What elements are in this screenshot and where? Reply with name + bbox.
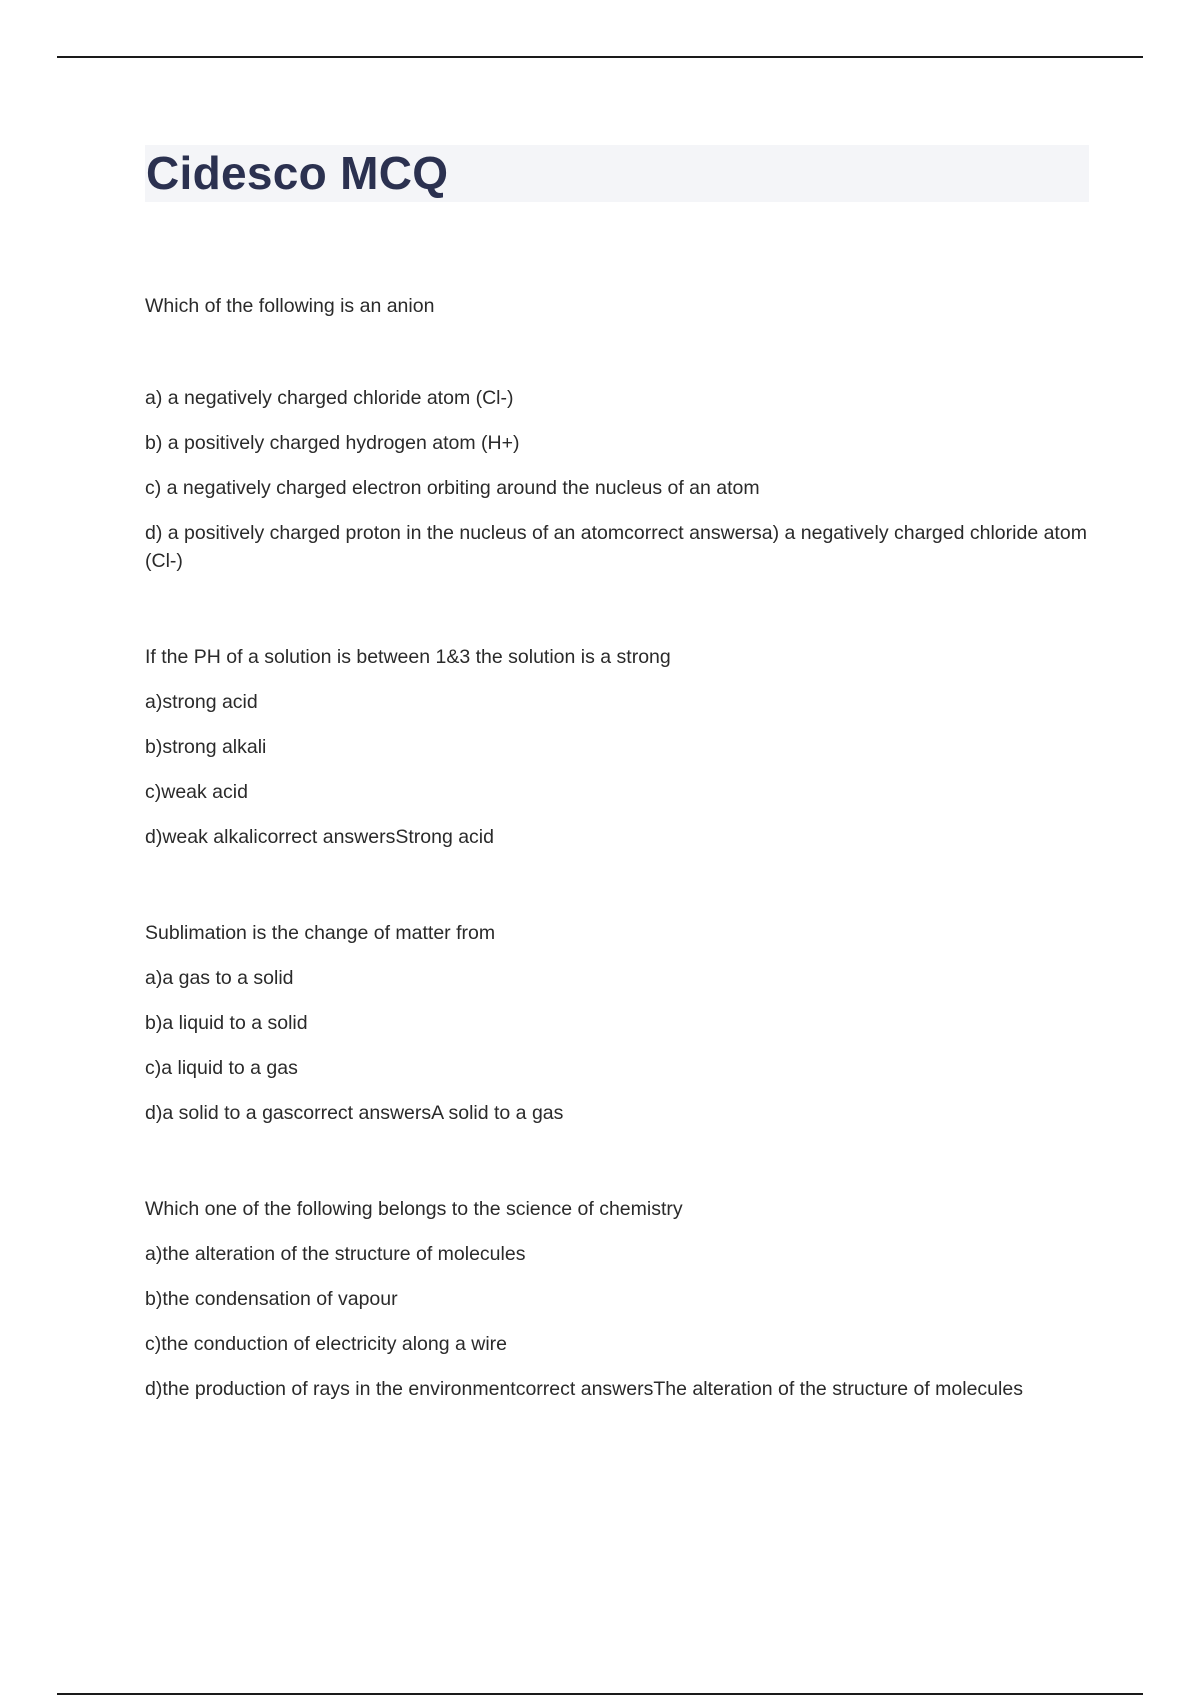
option-item-with-answer: d)the production of rays in the environmentcorrect answersThe alteration of the structure of molecules (145, 1378, 1023, 1400)
question-block (145, 919, 1089, 1127)
option-item: b) a positively charged hydrogen atom (H+) (145, 432, 520, 454)
bottom-rule (57, 1693, 1143, 1695)
top-rule (57, 56, 1143, 58)
option-item: b)strong alkali (145, 736, 267, 758)
option-item: c)the conduction of electricity along a wire (145, 1333, 508, 1355)
question-block (145, 643, 1089, 851)
question-block (145, 292, 1089, 575)
option-item: a)a gas to a solid (145, 967, 294, 989)
option-item-with-answer: d) a positively charged proton in the nucleus of an atomcorrect answersa) a negatively charged chloride atom (Cl-) (145, 522, 1087, 572)
document-title: Cidesco MCQ (146, 147, 449, 199)
option-item: c)a liquid to a gas (145, 1057, 298, 1079)
option-item: b)a liquid to a solid (145, 1012, 308, 1034)
option-item-with-answer: d)weak alkalicorrect answersStrong acid (145, 826, 494, 848)
question-text: Sublimation is the change of matter from (145, 922, 496, 944)
option-item: b)the condensation of vapour (145, 1288, 398, 1310)
option-list (145, 1240, 1089, 1403)
option-item: c)weak acid (145, 781, 248, 803)
document-body (145, 292, 1089, 1403)
option-item: c) a negatively charged electron orbiting around the nucleus of an atom (145, 477, 760, 499)
option-list (145, 384, 1089, 575)
question-text: Which one of the following belongs to the science of chemistry (145, 1198, 683, 1220)
question-text: If the PH of a solution is between 1&3 the solution is a strong (145, 646, 671, 668)
option-item: a)the alteration of the structure of molecules (145, 1243, 526, 1265)
option-item: a)strong acid (145, 691, 258, 713)
option-list (145, 964, 1089, 1127)
option-list (145, 688, 1089, 851)
option-item: a) a negatively charged chloride atom (Cl-) (145, 387, 514, 409)
option-item-with-answer: d)a solid to a gascorrect answersA solid to a gas (145, 1102, 564, 1124)
question-block (145, 1195, 1089, 1403)
question-text: Which of the following is an anion (145, 295, 435, 317)
